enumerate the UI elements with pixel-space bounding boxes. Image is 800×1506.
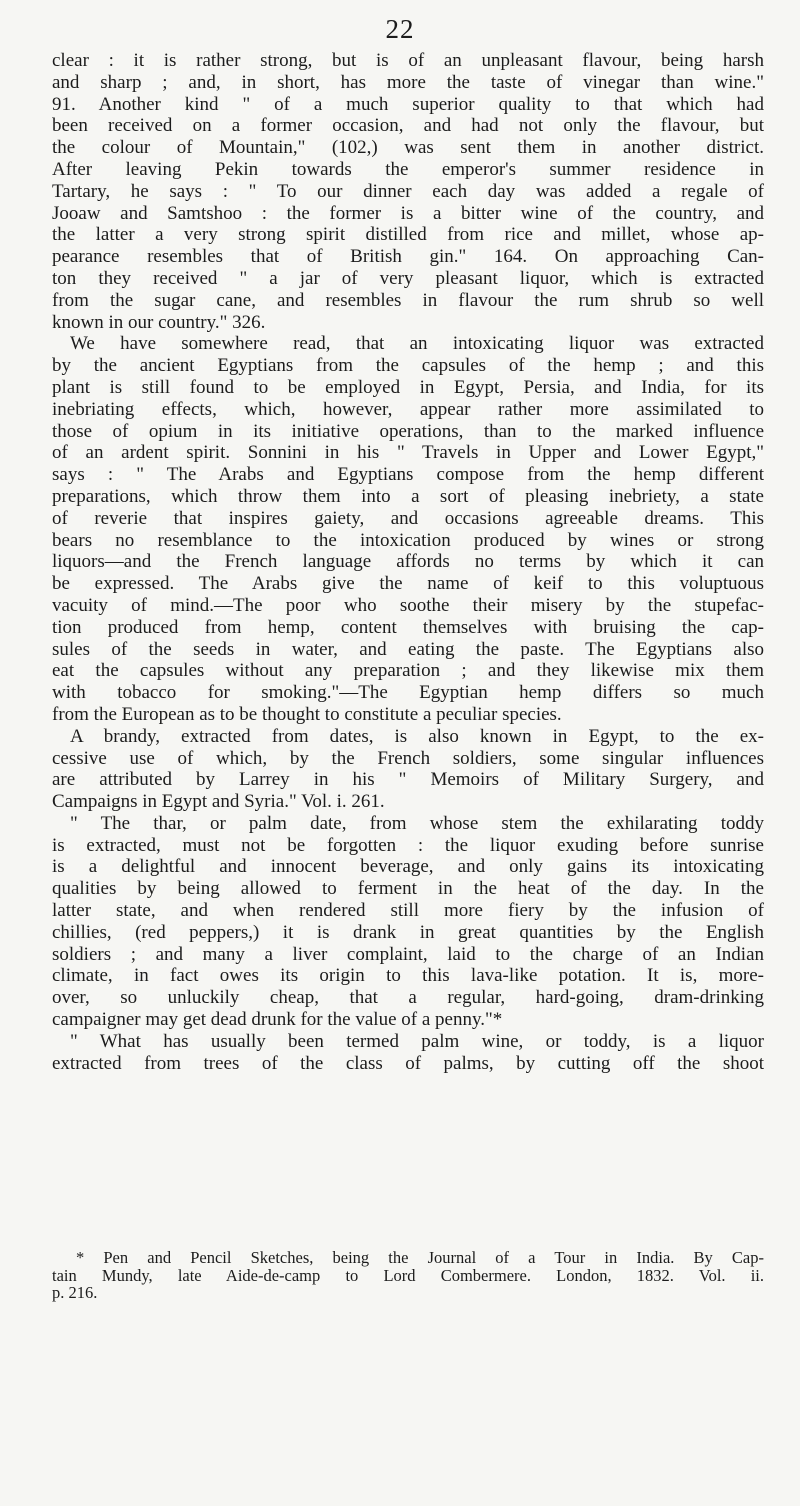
text-line: extracted from trees of the class of palms, by cutting off the shoot — [52, 1052, 764, 1074]
text-line: " What has usually been termed palm wine, or toddy, is a liquor — [70, 1030, 764, 1052]
text-line: eat the capsules without any preparation ; and they likewise mix them — [52, 660, 764, 682]
body-text — [52, 50, 764, 1074]
text-line: by the ancient Egyptians from the capsules of the hemp ; and this — [52, 355, 764, 377]
text-line: Campaigns in Egypt and Syria." Vol. i. 261. — [52, 791, 385, 813]
text-line: After leaving Pekin towards the emperor's summer residence in — [52, 158, 764, 180]
text-line: the latter a very strong spirit distilled from rice and millet, whose ap- — [52, 224, 764, 246]
text-line: with tobacco for smoking."—The Egyptian hemp differs so much — [52, 682, 764, 704]
text-line: be expressed. The Arabs give the name of keif to this voluptuous — [52, 573, 764, 595]
text-line: bears no resemblance to the intoxication produced by wines or strong — [52, 529, 764, 551]
text-line: liquors—and the French language affords no terms by which it can — [52, 551, 764, 573]
text-line: soldiers ; and many a liver complaint, laid to the charge of an Indian — [52, 943, 764, 965]
text-line: says : " The Arabs and Egyptians compose from the hemp different — [52, 464, 764, 486]
text-line: known in our country." 326. — [52, 311, 266, 333]
text-line: is a delightful and innocent beverage, and only gains its intoxicating — [52, 856, 764, 878]
text-line: qualities by being allowed to ferment in the heat of the day. In the — [52, 878, 764, 900]
footnote-line: tain Mundy, late Aide-de-camp to Lord Combermere. London, 1832. Vol. ii. — [52, 1265, 764, 1285]
text-line: the colour of Mountain," (102,) was sent them in another district. — [52, 137, 764, 159]
text-line: sules of the seeds in water, and eating the paste. The Egyptians also — [52, 638, 764, 660]
text-line: ton they received " a jar of very pleasant liquor, which is extracted — [52, 267, 764, 289]
text-line: latter state, and when rendered still more fiery by the infusion of — [52, 900, 764, 922]
text-line: of reverie that inspires gaiety, and occasions agreeable dreams. This — [52, 507, 764, 529]
text-line: are attributed by Larrey in his " Memoirs of Military Surgery, and — [52, 769, 764, 791]
text-line: is extracted, must not be forgotten : the liquor exuding before sunrise — [52, 834, 764, 856]
text-line: preparations, which throw them into a sort of pleasing inebriety, a state — [52, 485, 764, 507]
text-line: " The thar, or palm date, from whose stem the exhilarating toddy — [70, 812, 764, 834]
text-line: cessive use of which, by the French soldiers, some singular influences — [52, 747, 764, 769]
text-line: climate, in fact owes its origin to this lava-like potation. It is, more- — [52, 965, 764, 987]
text-line: tion produced from hemp, content themselves with bruising the cap- — [52, 616, 764, 638]
footnote-line: p. 216. — [52, 1283, 98, 1302]
text-line: been received on a former occasion, and had not only the flavour, but — [52, 115, 764, 137]
text-line: pearance resembles that of British gin." 164. On approaching Can- — [52, 246, 764, 268]
text-line: over, so unluckily cheap, that a regular, hard-going, dram-drinking — [52, 987, 764, 1009]
text-line: A brandy, extracted from dates, is also known in Egypt, to the ex- — [70, 725, 764, 747]
text-line: from the European as to be thought to constitute a peculiar species. — [52, 703, 562, 725]
text-line: those of opium in its initiative operations, than to the marked influence — [52, 420, 764, 442]
page-number: 22 — [385, 14, 415, 44]
text-line: chillies, (red peppers,) it is drank in great quantities by the English — [52, 921, 764, 943]
text-line: Tartary, he says : " To our dinner each day was added a regale of — [52, 180, 764, 202]
text-line: of an ardent spirit. Sonnini in his " Travels in Upper and Lower Egypt," — [52, 442, 764, 464]
text-line: campaigner may get dead drunk for the value of a penny."* — [52, 1009, 503, 1031]
text-line: inebriating effects, which, however, appear rather more assimilated to — [52, 398, 764, 420]
text-line: plant is still found to be employed in Egypt, Persia, and India, for its — [52, 376, 764, 398]
text-line: 91. Another kind " of a much superior quality to that which had — [52, 93, 764, 115]
text-line: vacuity of mind.—The poor who soothe their misery by the stupefac- — [52, 594, 764, 616]
text-line: We have somewhere read, that an intoxicating liquor was extracted — [70, 333, 764, 355]
footnote-line: * Pen and Pencil Sketches, being the Journal of a Tour in India. By Cap- — [76, 1248, 764, 1267]
text-line: from the sugar cane, and resembles in flavour the rum shrub so well — [52, 289, 764, 311]
text-line: and sharp ; and, in short, has more the taste of vinegar than wine." — [52, 71, 764, 93]
footnote — [52, 1249, 764, 1302]
text-line: clear : it is rather strong, but is of an unpleasant flavour, being harsh — [52, 50, 764, 71]
text-line: Jooaw and Samtshoo : the former is a bitter wine of the country, and — [52, 202, 764, 224]
